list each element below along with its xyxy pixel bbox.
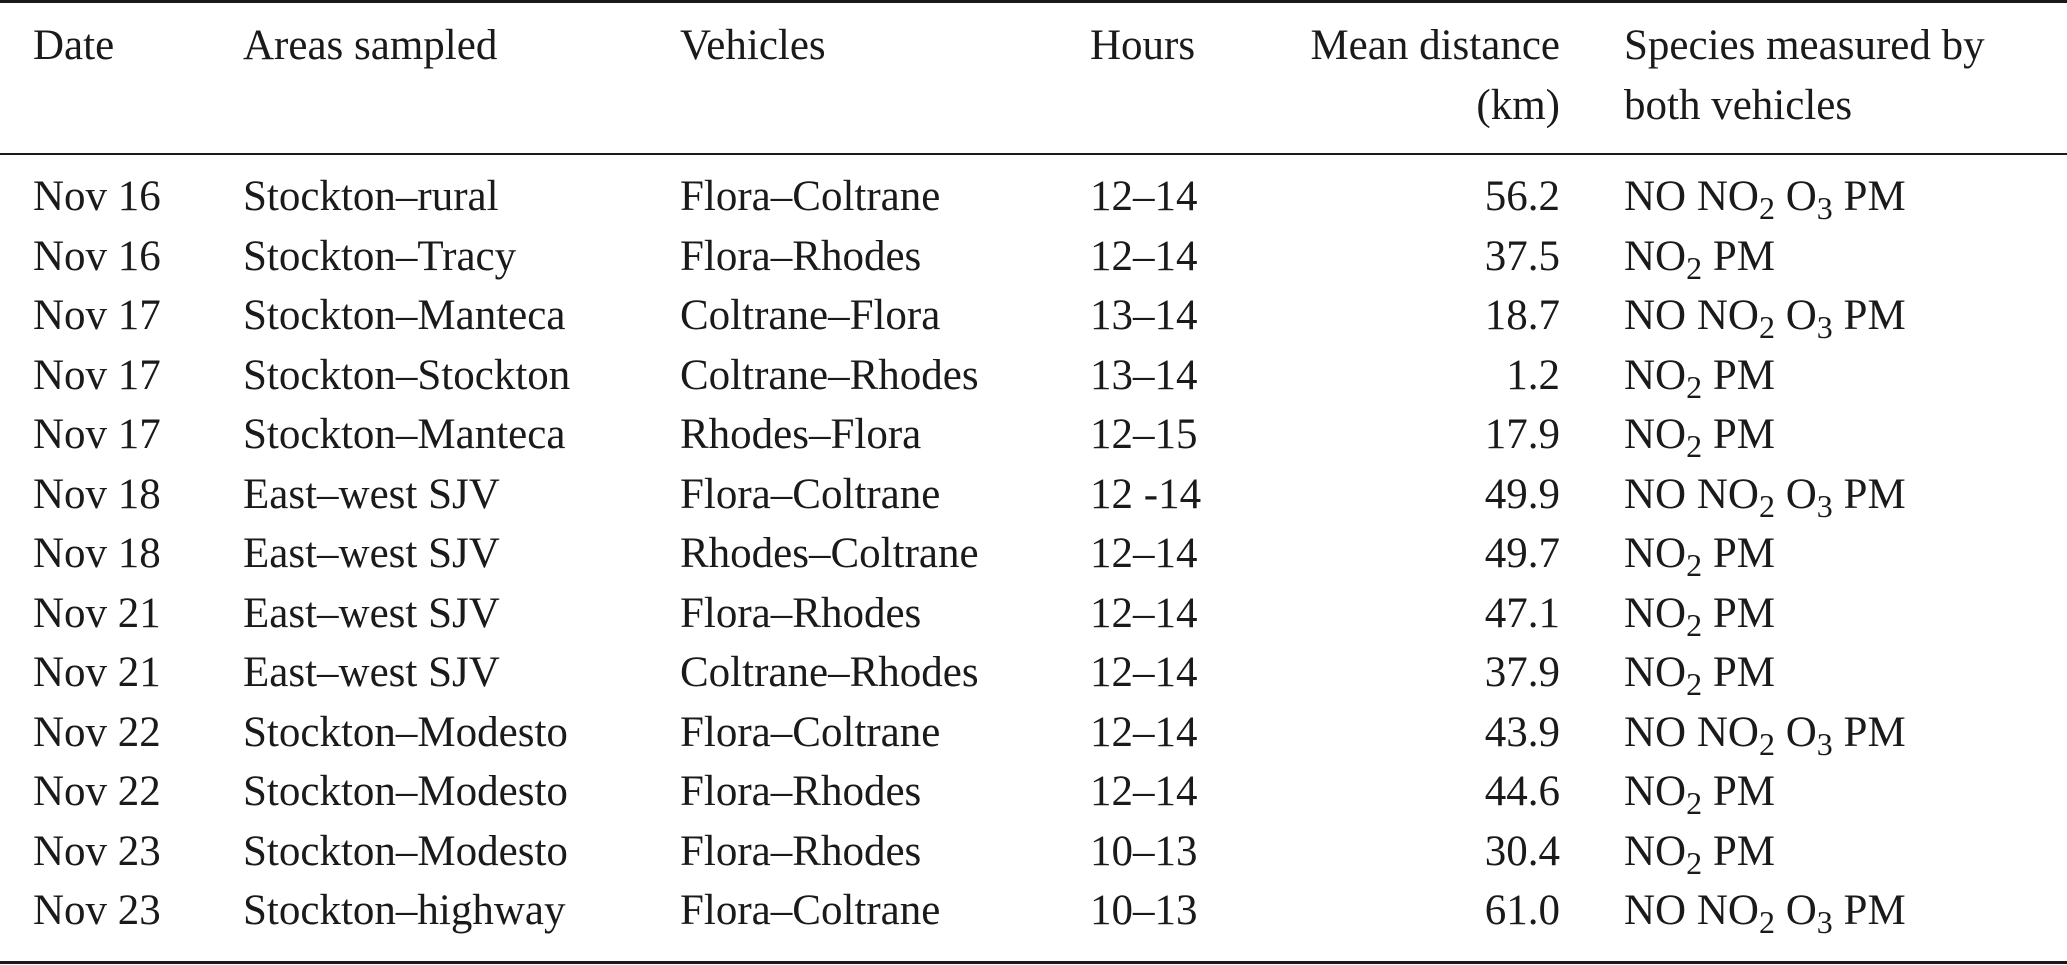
cell-date: Nov 17 xyxy=(33,292,161,339)
cell-hours: 12–14 xyxy=(1090,589,1198,637)
cell-vehicles: Flora–Rhodes xyxy=(680,589,922,637)
cell-species xyxy=(1624,227,1775,287)
cell-species xyxy=(1624,762,1775,822)
cell-date: Nov 16 xyxy=(33,173,161,220)
table-row xyxy=(0,227,2067,287)
cell-distance: 18.7 xyxy=(1484,292,1560,339)
cell-species xyxy=(1624,822,1775,882)
cell-area: East–west SJV xyxy=(243,470,500,518)
cell-vehicles: Flora–Rhodes xyxy=(680,232,922,280)
header-hours: Hours xyxy=(1090,22,1196,69)
cell-date: Nov 16 xyxy=(33,232,161,280)
table-row xyxy=(0,584,2067,644)
cell-vehicles: Flora–Coltrane xyxy=(680,173,941,220)
species-subscript: 3 xyxy=(1816,725,1833,762)
species-subscript: 3 xyxy=(1816,190,1833,226)
cell-species xyxy=(1624,643,1775,703)
cell-hours: 10–13 xyxy=(1090,827,1198,875)
species-subscript: 3 xyxy=(1816,904,1833,940)
species-text: NO xyxy=(1624,470,1697,518)
header-areas: Areas sampled xyxy=(243,22,498,69)
cell-hours: 10–13 xyxy=(1090,887,1198,934)
species-text: PM xyxy=(1702,351,1776,399)
cell-date: Nov 21 xyxy=(33,589,161,637)
cell-area: Stockton–highway xyxy=(243,887,566,934)
cell-date: Nov 23 xyxy=(33,827,161,875)
species-text: NO xyxy=(1624,411,1687,458)
cell-date: Nov 17 xyxy=(33,351,161,399)
species-subscript: 2 xyxy=(1686,368,1703,405)
cell-vehicles: Flora–Coltrane xyxy=(680,708,941,756)
species-subscript: 2 xyxy=(1686,606,1703,643)
table-row xyxy=(0,643,2067,703)
cell-distance: 17.9 xyxy=(1484,411,1560,458)
table-row xyxy=(0,167,2067,227)
cell-area: East–west SJV xyxy=(243,649,500,696)
table-row xyxy=(0,822,2067,882)
species-text: PM xyxy=(1702,530,1776,577)
cell-hours: 12–14 xyxy=(1090,708,1198,756)
cell-hours: 12 -14 xyxy=(1090,470,1202,518)
species-text: PM xyxy=(1702,768,1776,815)
species-text: O xyxy=(1774,292,1817,339)
cell-species xyxy=(1624,286,1906,346)
cell-area: East–west SJV xyxy=(243,589,500,637)
species-text: NO xyxy=(1624,589,1687,637)
species-subscript: 2 xyxy=(1758,487,1775,524)
species-text: NO xyxy=(1624,768,1687,815)
table-top-rule xyxy=(0,0,2067,3)
cell-distance: 49.9 xyxy=(1484,470,1560,518)
species-text: NO xyxy=(1624,708,1697,756)
table-row xyxy=(0,405,2067,465)
cell-area: Stockton–Manteca xyxy=(243,292,566,339)
species-text: NO xyxy=(1624,351,1687,399)
cell-distance: 61.0 xyxy=(1484,887,1560,934)
cell-distance: 43.9 xyxy=(1484,708,1560,756)
header-date: Date xyxy=(33,22,115,69)
species-text: PM xyxy=(1702,411,1776,458)
species-text: O xyxy=(1774,708,1817,756)
cell-area: Stockton–Modesto xyxy=(243,768,568,815)
species-subscript: 2 xyxy=(1758,904,1775,940)
species-subscript: 2 xyxy=(1758,309,1775,345)
table-row xyxy=(0,346,2067,406)
cell-vehicles: Flora–Rhodes xyxy=(680,827,922,875)
species-text: PM xyxy=(1832,708,1906,756)
table-row xyxy=(0,524,2067,584)
species-subscript: 2 xyxy=(1686,844,1703,881)
species-text: O xyxy=(1774,887,1817,934)
species-text: PM xyxy=(1702,649,1776,696)
cell-species xyxy=(1624,703,1906,763)
cell-date: Nov 18 xyxy=(33,470,161,518)
cell-date: Nov 22 xyxy=(33,768,161,815)
cell-hours: 12–14 xyxy=(1090,173,1198,220)
cell-species xyxy=(1624,881,1906,941)
cell-distance: 47.1 xyxy=(1484,589,1560,637)
cell-area: Stockton–Tracy xyxy=(243,232,517,280)
cell-area: Stockton–Modesto xyxy=(243,708,568,756)
cell-date: Nov 21 xyxy=(33,649,161,696)
species-text: NO xyxy=(1696,708,1759,756)
cell-distance: 37.9 xyxy=(1484,649,1560,696)
cell-vehicles: Rhodes–Flora xyxy=(680,411,922,458)
cell-vehicles: Flora–Coltrane xyxy=(680,887,941,934)
species-text: O xyxy=(1774,470,1817,518)
species-text: PM xyxy=(1832,887,1906,934)
cell-vehicles: Flora–Coltrane xyxy=(680,470,941,518)
cell-hours: 12–14 xyxy=(1090,768,1198,815)
header-vehicles: Vehicles xyxy=(680,22,826,69)
table-bottom-rule xyxy=(0,961,2067,964)
cell-vehicles: Coltrane–Rhodes xyxy=(680,649,979,696)
species-subscript: 2 xyxy=(1686,249,1703,286)
cell-hours: 12–15 xyxy=(1090,411,1198,458)
cell-vehicles: Flora–Rhodes xyxy=(680,768,922,815)
species-text: NO xyxy=(1624,649,1687,696)
species-text: O xyxy=(1774,173,1817,220)
species-text: PM xyxy=(1702,827,1776,875)
cell-hours: 12–14 xyxy=(1090,232,1198,280)
header-distance-line1: Mean distance xyxy=(1310,22,1560,69)
cell-area: Stockton–Stockton xyxy=(243,351,571,399)
species-subscript: 2 xyxy=(1758,190,1775,226)
species-text: PM xyxy=(1702,232,1776,280)
species-subscript: 3 xyxy=(1816,487,1833,524)
cell-hours: 12–14 xyxy=(1090,649,1198,696)
table-row xyxy=(0,762,2067,822)
species-text: NO xyxy=(1696,470,1759,518)
cell-distance: 37.5 xyxy=(1484,232,1560,280)
table-row xyxy=(0,465,2067,525)
header-distance-line2: (km) xyxy=(1476,82,1560,129)
header-species-line2: both vehicles xyxy=(1624,82,1853,129)
cell-hours: 13–14 xyxy=(1090,292,1198,339)
cell-species xyxy=(1624,465,1906,525)
table-row xyxy=(0,286,2067,346)
cell-vehicles: Rhodes–Coltrane xyxy=(680,530,979,577)
species-subscript: 2 xyxy=(1686,428,1703,464)
species-subscript: 2 xyxy=(1686,785,1703,821)
species-subscript: 2 xyxy=(1686,547,1703,583)
species-text: NO xyxy=(1624,232,1687,280)
cell-distance: 1.2 xyxy=(1506,351,1560,399)
species-text: PM xyxy=(1702,589,1776,637)
cell-date: Nov 17 xyxy=(33,411,161,458)
cell-species xyxy=(1624,584,1775,644)
cell-distance: 49.7 xyxy=(1484,530,1560,577)
cell-area: Stockton–Manteca xyxy=(243,411,566,458)
species-subscript: 2 xyxy=(1758,725,1775,762)
cell-distance: 30.4 xyxy=(1484,827,1560,875)
species-text: NO xyxy=(1624,887,1697,934)
table-row xyxy=(0,881,2067,941)
species-text: NO xyxy=(1624,827,1687,875)
cell-distance: 56.2 xyxy=(1484,173,1560,220)
species-subscript: 2 xyxy=(1686,666,1703,702)
cell-hours: 12–14 xyxy=(1090,530,1198,577)
species-text: NO xyxy=(1624,530,1687,577)
species-text: NO xyxy=(1624,292,1697,339)
cell-date: Nov 18 xyxy=(33,530,161,577)
species-text: PM xyxy=(1832,292,1906,339)
cell-area: Stockton–Modesto xyxy=(243,827,568,875)
header-species-line1: Species measured by xyxy=(1624,22,1985,69)
table-header-rule xyxy=(0,153,2067,155)
cell-date: Nov 22 xyxy=(33,708,161,756)
species-text: NO xyxy=(1696,173,1759,220)
cell-species xyxy=(1624,346,1775,406)
cell-hours: 13–14 xyxy=(1090,351,1198,399)
species-text: PM xyxy=(1832,173,1906,220)
cell-species xyxy=(1624,524,1775,584)
species-text: NO xyxy=(1696,887,1759,934)
table-row xyxy=(0,703,2067,763)
cell-area: East–west SJV xyxy=(243,530,500,577)
cell-vehicles: Coltrane–Flora xyxy=(680,292,941,339)
cell-vehicles: Coltrane–Rhodes xyxy=(680,351,979,399)
species-text: PM xyxy=(1832,470,1906,518)
cell-species xyxy=(1624,405,1775,465)
cell-area: Stockton–rural xyxy=(243,173,499,220)
species-text: NO xyxy=(1696,292,1759,339)
cell-date: Nov 23 xyxy=(33,887,161,934)
cell-species xyxy=(1624,167,1906,227)
cell-distance: 44.6 xyxy=(1484,768,1560,815)
species-text: NO xyxy=(1624,173,1697,220)
species-subscript: 3 xyxy=(1816,309,1833,345)
